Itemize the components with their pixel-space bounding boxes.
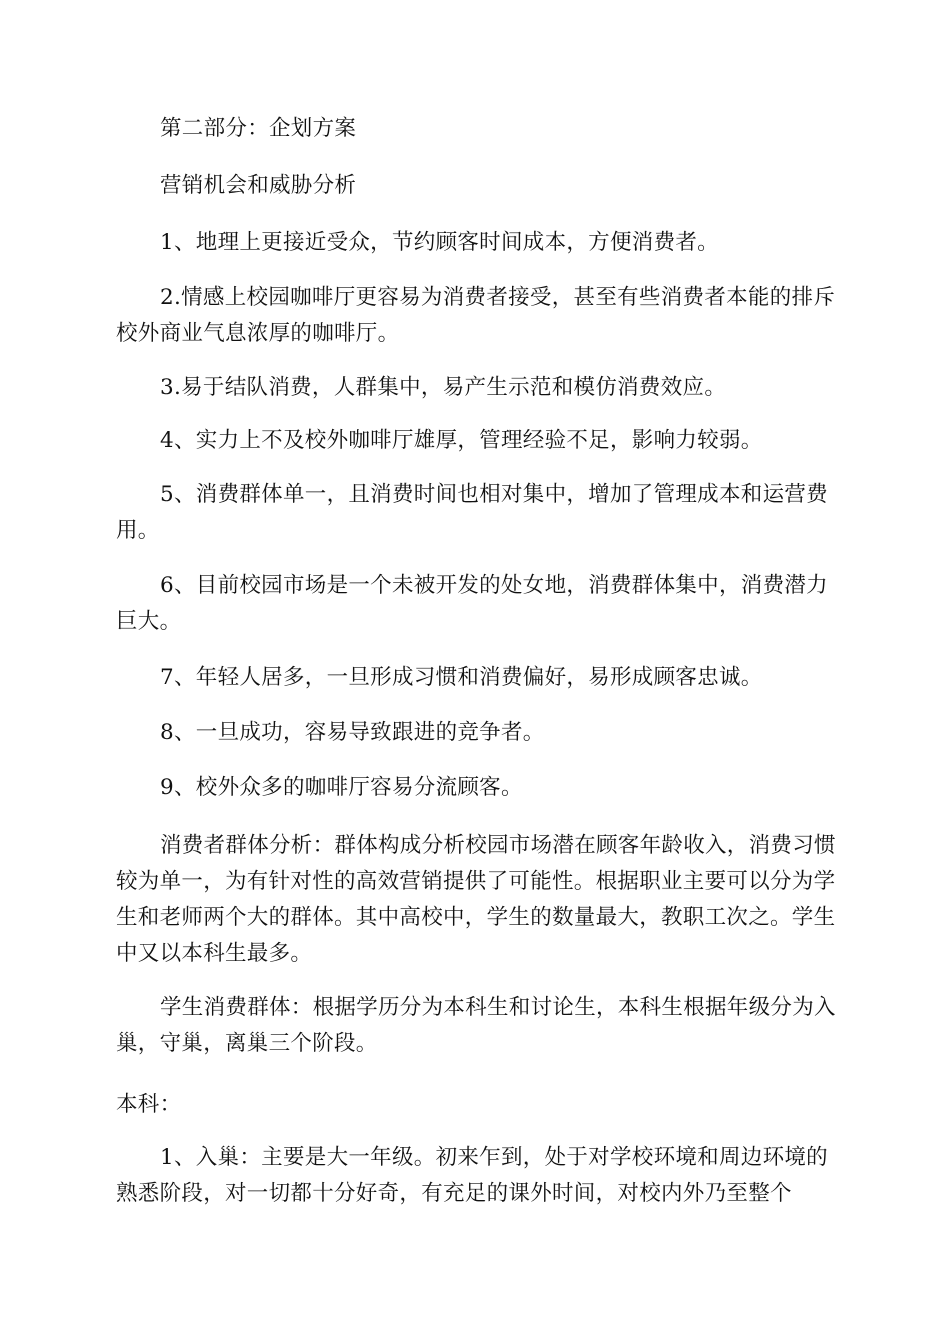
point-2: 2.情感上校园咖啡厅更容易为消费者接受，甚至有些消费者本能的排斥校外商业气息浓厚的咖啡厅。 [116, 285, 836, 346]
point-8: 8、一旦成功，容易导致跟进的竞争者。 [160, 720, 545, 745]
point-5: 5、消费群体单一，且消费时间也相对集中，增加了管理成本和运营费用。 [116, 482, 828, 543]
undergrad-item-1: 1、入巢：主要是大一年级。初来乍到，处于对学校环境和周边环境的熟悉阶段，对一切都十分好奇，有充足的课外时间，对校内外乃至整个 [116, 1145, 828, 1206]
undergrad-label: 本科： [116, 1092, 182, 1117]
student-group-paragraph: 学生消费群体：根据学历分为本科生和讨论生，本科生根据年级分为入巢，守巢，离巢三个阶段。 [116, 995, 836, 1056]
subsection-title: 营销机会和威胁分析 [160, 173, 357, 198]
section-title: 第二部分：企划方案 [160, 116, 357, 141]
point-3: 3.易于结队消费，人群集中，易产生示范和模仿消费效应。 [160, 375, 727, 400]
consumer-analysis-paragraph: 消费者群体分析：群体构成分析校园市场潜在顾客年龄收入，消费习惯较为单一，为有针对性的高效营销提供了可能性。根据职业主要可以分为学生和老师两个大的群体。其中高校中，学生的数量最大，教职工次之。学生中又以本科生最多。 [116, 833, 836, 966]
point-1: 1、地理上更接近受众，节约顾客时间成本，方便消费者。 [160, 230, 719, 255]
point-6: 6、目前校园市场是一个未被开发的处女地，消费群体集中，消费潜力巨大。 [116, 573, 828, 634]
point-4: 4、实力上不及校外咖啡厅雄厚，管理经验不足，影响力较弱。 [160, 428, 763, 453]
point-9: 9、校外众多的咖啡厅容易分流顾客。 [160, 775, 523, 800]
point-7: 7、年轻人居多，一旦形成习惯和消费偏好，易形成顾客忠诚。 [160, 665, 763, 690]
